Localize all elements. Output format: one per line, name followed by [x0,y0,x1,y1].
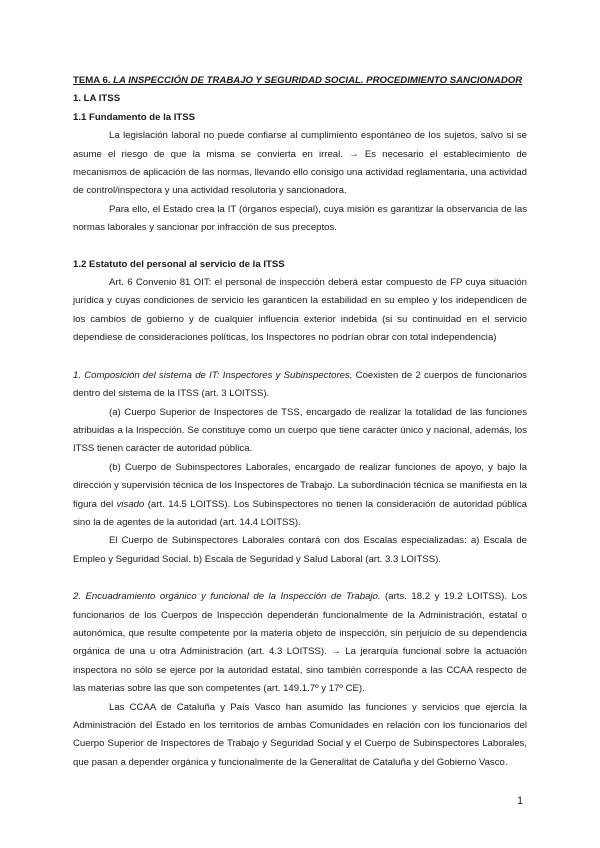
subsection-heading-fundamento: 1.1 Fundamento de la ITSS [73,111,196,123]
point-encuadramiento-heading: 2. Encuadramiento orgánico y funcional de la Inspección de Trabajo. [73,591,381,603]
subinspectores-text-end: (art. 14.5 LOITSS). Los Subinspectores no tienen la consideración de autoridad pública sino la de agentes de la autoridad (art. 14.4 LOITSS). [73,498,527,528]
visado-term: visado [116,498,145,510]
title-prefix: TEMA 6. [73,75,111,86]
paragraph-cuerpo-subinspectores [73,459,527,533]
paragraph-fundamento-2: Para ello, el Estado crea la IT (órganos especial), cuya misión es garantizar la observancia de las normas laborales y sancionar por infracción de sus preceptos. [73,203,527,234]
paragraph-ccaa: Las CCAA de Cataluña y País Vasco han asumido las funciones y servicios que ejercía la Administración del Estado en los territorios de ambas Comunidades en relación con los funcionarios del Cuerpo Superior de Inspectores de Trabajo y Seguridad Social y el Cuerpo de Subinspectores Laborales, que pasan a depender orgánica y funcionalmente de la Generalitat de Cataluña y del Gobierno Vasco. [73,701,527,768]
paragraph-escalas: El Cuerpo de Subinspectores Laborales contará con dos Escalas especializadas: a) Escala de Empleo y Seguridad Social. b) Escala de Seguridad y Salud Laboral (art. 3.3 LOITSS). [73,535,527,565]
page-number: 1 [517,795,524,807]
title-rest: LA INSPECCIÓN DE TRABAJO Y SEGURIDAD SOCIAL. PROCEDIMIENTO SANCIONADOR [110,75,523,86]
paragraph-cuerpo-superior: (a) Cuerpo Superior de Inspectores de TSS, encargado de realizar la totalidad de las funciones atribuidas a la Inspección. Se constituye como un cuerpo que tiene carácter único y nacional, además, los ITSS tienen carácter de autoridad pública. [73,406,527,455]
point-encuadramiento-text: (arts. 18.2 y 19.2 LOITSS). Los funcionarios de los Cuerpos de Inspección dependerán funcionalmente de la Administración, estatal o autonómica, que resulte competente por la materia objeto de inspección, sin perjuicio de su dependencia orgánica de una u otra Administración (art. 4.3 LOITSS). → La jerarquía funcional sobre la actuación inspectora no sólo se ejerce por la autoridad estatal, sino también corresponde a las CCAA respecto de las materias sobre las que son competentes (art. 149.1.7º y 17º CE). [73,591,528,695]
section-heading-la-itss: 1. LA ITSS [73,93,121,105]
point-composicion [73,367,527,404]
subsection-heading-estatuto: 1.2 Estatuto del personal al servicio de la ITSS [73,258,285,270]
document-title [73,72,527,90]
subinspectores-text-start: (b) Cuerpo de Subinspectores Laborales, encargado de realizar funciones de apoyo, y bajo la dirección y supervisión técnica de los Inspectores de Trabajo. La subordinación técnica se manifiesta en la figura del [73,461,527,510]
point-composicion-heading: 1. Composición del sistema de IT: Inspectores y Subinspectores. [73,369,353,381]
paragraph-fundamento-1: La legislación laboral no puede confiarse al cumplimiento espontáneo de los sujetos, salvo si se asume el riesgo de que la misma se convierta en irreal. → Es necesario el establecimiento de mecanismos de aplicación de las normas, llevando ello consigo una actividad reglamentaria, una actividad de control/inspectora y una actividad resolutoria y sancionadora. [73,130,527,197]
point-encuadramiento [73,588,527,698]
document-page [73,72,527,772]
paragraph-estatuto: Art. 6 Convenio 81 OIT: el personal de inspección deberá estar compuesto de FP cuya situación jurídica y cuyas condiciones de servicio les garanticen la estabilidad en su empleo y los independicen de los cambios de gobierno y de cualquier influencia exterior indebida (si su continuidad en el servicio dependiese de consideraciones políticas, los Inspectores no podrían obrar con total independencia) [73,277,527,344]
point-composicion-text: Coexisten de 2 cuerpos de funcionarios dentro del sistema de la ITSS (art. 3 LOITSS). [73,369,527,400]
